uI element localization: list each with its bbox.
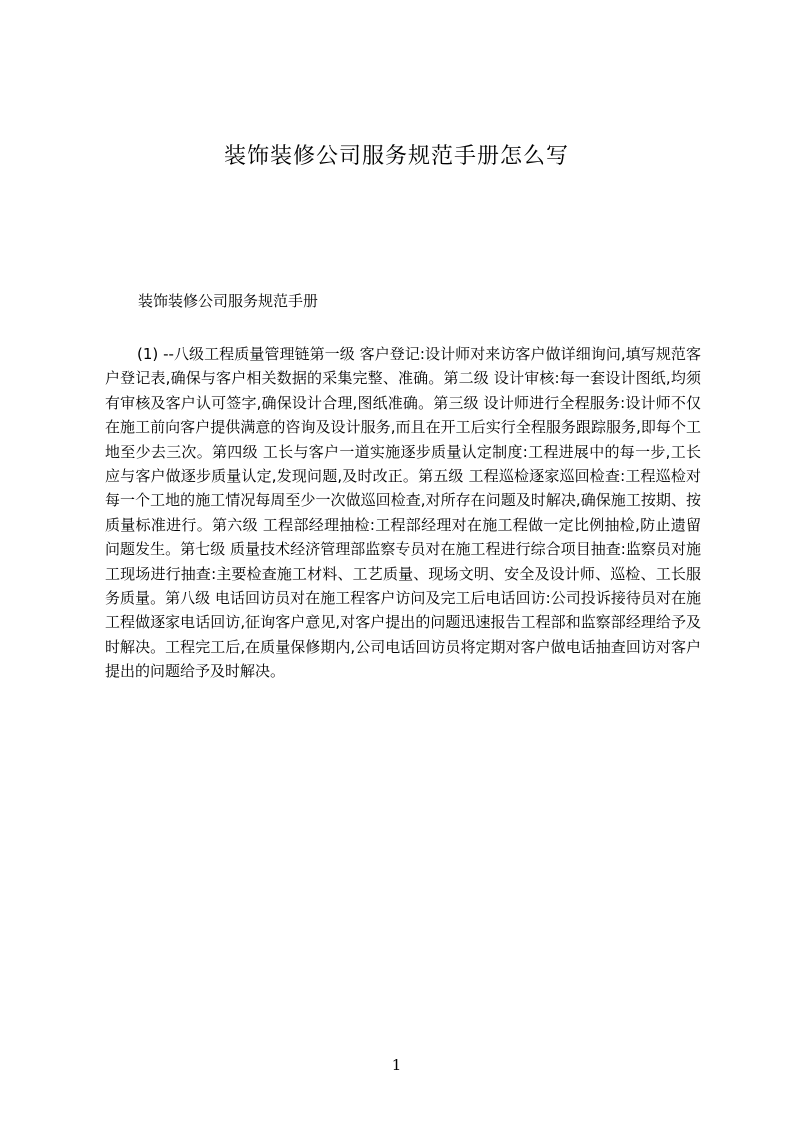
body-paragraph: (1) --八级工程质量管理链第一级 客户登记:设计师对来访客户做详细询问,填写规范客户登记表,确保与客户相关数据的采集完整、准确。第二级 设计审核:每一套设计图纸,均须有审核及客户认可签字,确保设计合理,图纸准确。第三级 设计师进行全程服务:设计师不仅在施工前向客户提供满意的咨询及设计服务,而且在开工后实行全程服务跟踪服务,即每个工地至少去三次。第四级 工长与客户一道实施逐步质量认定制度:工程进展中的每一步,工长应与客户做逐步质量认定,发现问题,及时改正。第五级 工程巡检逐家巡回检查:工程巡检对每一个工地的施工情况每周至少一次做巡回检查,对所存在问题及时解决,确保施工按期、按质量标准进行。第六级 工程部经理抽检:工程部经理对在施工程做一定比例抽检,防止遗留问题发生。第七级 质量技术经济管理部监察专员对在施工程进行综合项目抽查:监察员对施工现场进行抽查:主要检查施工材料、工艺质量、现场文明、安全及设计师、巡检、工长服务质量。第八级 电话回访员对在施工程客户访问及完工后电话回访:公司投诉接待员对在施工程做逐家电话回访,征询客户意见,对客户提出的问题迅速报告工程部和监察部经理给予及时解决。工程完工后,在质量保修期内,公司电话回访员将定期对客户做电话抽查回访对客户提出的问题给予及时解决。	[105, 345, 701, 681]
document-title: 装饰装修公司服务规范手册怎么写	[223, 144, 569, 169]
document-subtitle: 装饰装修公司服务规范手册	[138, 292, 319, 310]
page-number: 1	[391, 1056, 402, 1074]
